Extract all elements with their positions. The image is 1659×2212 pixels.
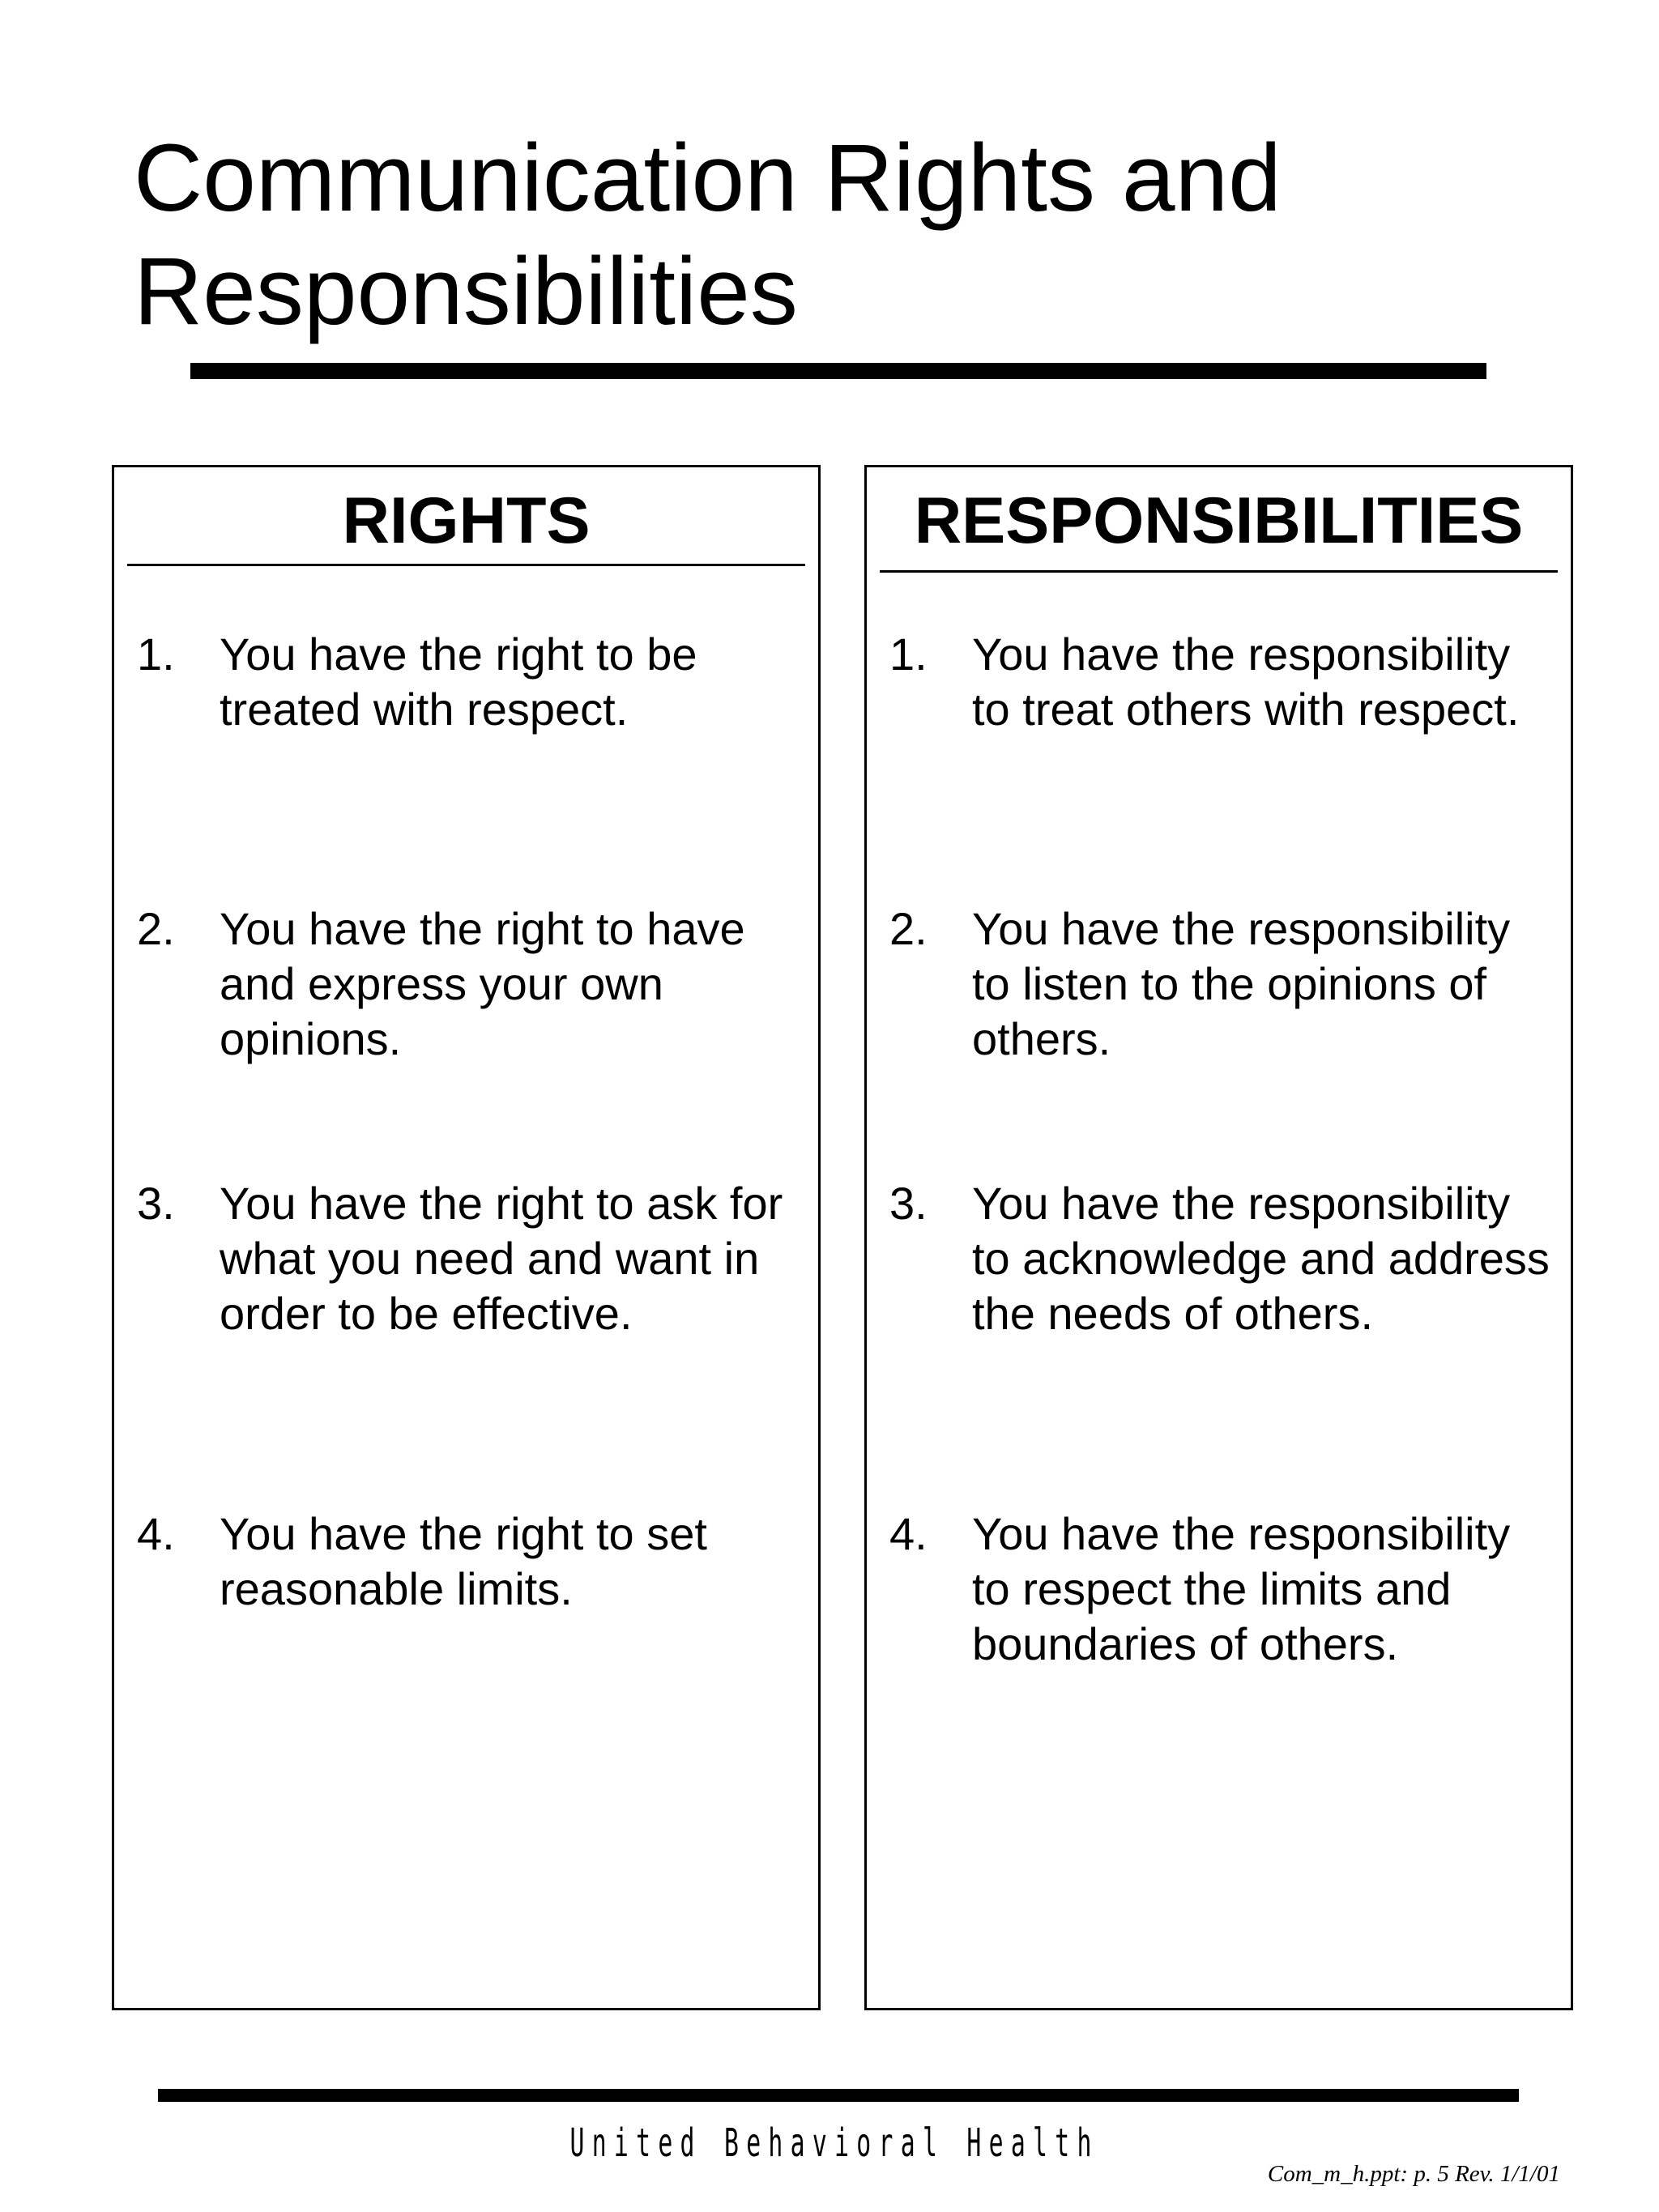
footer-divider xyxy=(158,2089,1519,2102)
page-title xyxy=(134,121,1511,348)
responsibilities-item-1-text: You have the responsibility to treat others with respect. xyxy=(972,629,1520,735)
rights-item-3-number: 3. xyxy=(137,1178,175,1229)
rights-item-1-text: You have the right to be treated with respect. xyxy=(220,629,697,735)
responsibilities-item-1 xyxy=(889,627,1555,737)
responsibilities-item-2-number: 2. xyxy=(889,903,928,954)
rights-item-2-text: You have the right to have and express your own opinions. xyxy=(220,903,745,1064)
responsibilities-item-3 xyxy=(889,1176,1555,1341)
responsibilities-item-3-number: 3. xyxy=(889,1178,928,1229)
responsibilities-item-3-text: You have the responsibility to acknowledge and address the needs of others. xyxy=(972,1178,1550,1339)
rights-item-1 xyxy=(137,627,802,737)
responsibilities-item-2-text: You have the responsibility to listen to the opinions of others. xyxy=(972,903,1511,1064)
rights-item-2-number: 2. xyxy=(137,903,175,954)
responsibilities-heading: RESPONSIBILITIES xyxy=(914,484,1524,557)
responsibilities-item-4 xyxy=(889,1507,1555,1672)
footer-reference: Com_m_h.ppt: p. 5 Rev. 1/1/01 xyxy=(1267,2161,1560,2187)
title-divider xyxy=(190,363,1486,379)
footer-organization: United Behavioral Health xyxy=(569,2120,1099,2166)
rights-heading: RIGHTS xyxy=(342,484,591,557)
rights-item-4-number: 4. xyxy=(137,1508,175,1559)
rights-item-2 xyxy=(137,901,802,1067)
rights-heading-divider xyxy=(127,564,805,566)
rights-item-4 xyxy=(137,1507,802,1617)
rights-item-3-text: You have the right to ask for what you need and want in order to be effective. xyxy=(220,1178,783,1339)
rights-column xyxy=(112,465,821,2010)
responsibilities-item-1-number: 1. xyxy=(889,629,928,680)
responsibilities-item-4-number: 4. xyxy=(889,1508,928,1559)
responsibilities-heading-divider xyxy=(880,570,1558,573)
responsibilities-item-2 xyxy=(889,901,1555,1067)
page-title-line-2: Responsibilities xyxy=(134,238,798,345)
rights-item-4-text: You have the right to set reasonable limits. xyxy=(220,1508,707,1614)
rights-item-3 xyxy=(137,1176,802,1341)
rights-item-1-number: 1. xyxy=(137,629,175,680)
page-title-line-1: Communication Rights and xyxy=(134,125,1282,232)
responsibilities-column xyxy=(864,465,1573,2010)
responsibilities-item-4-text: You have the responsibility to respect the limits and boundaries of others. xyxy=(972,1508,1511,1669)
